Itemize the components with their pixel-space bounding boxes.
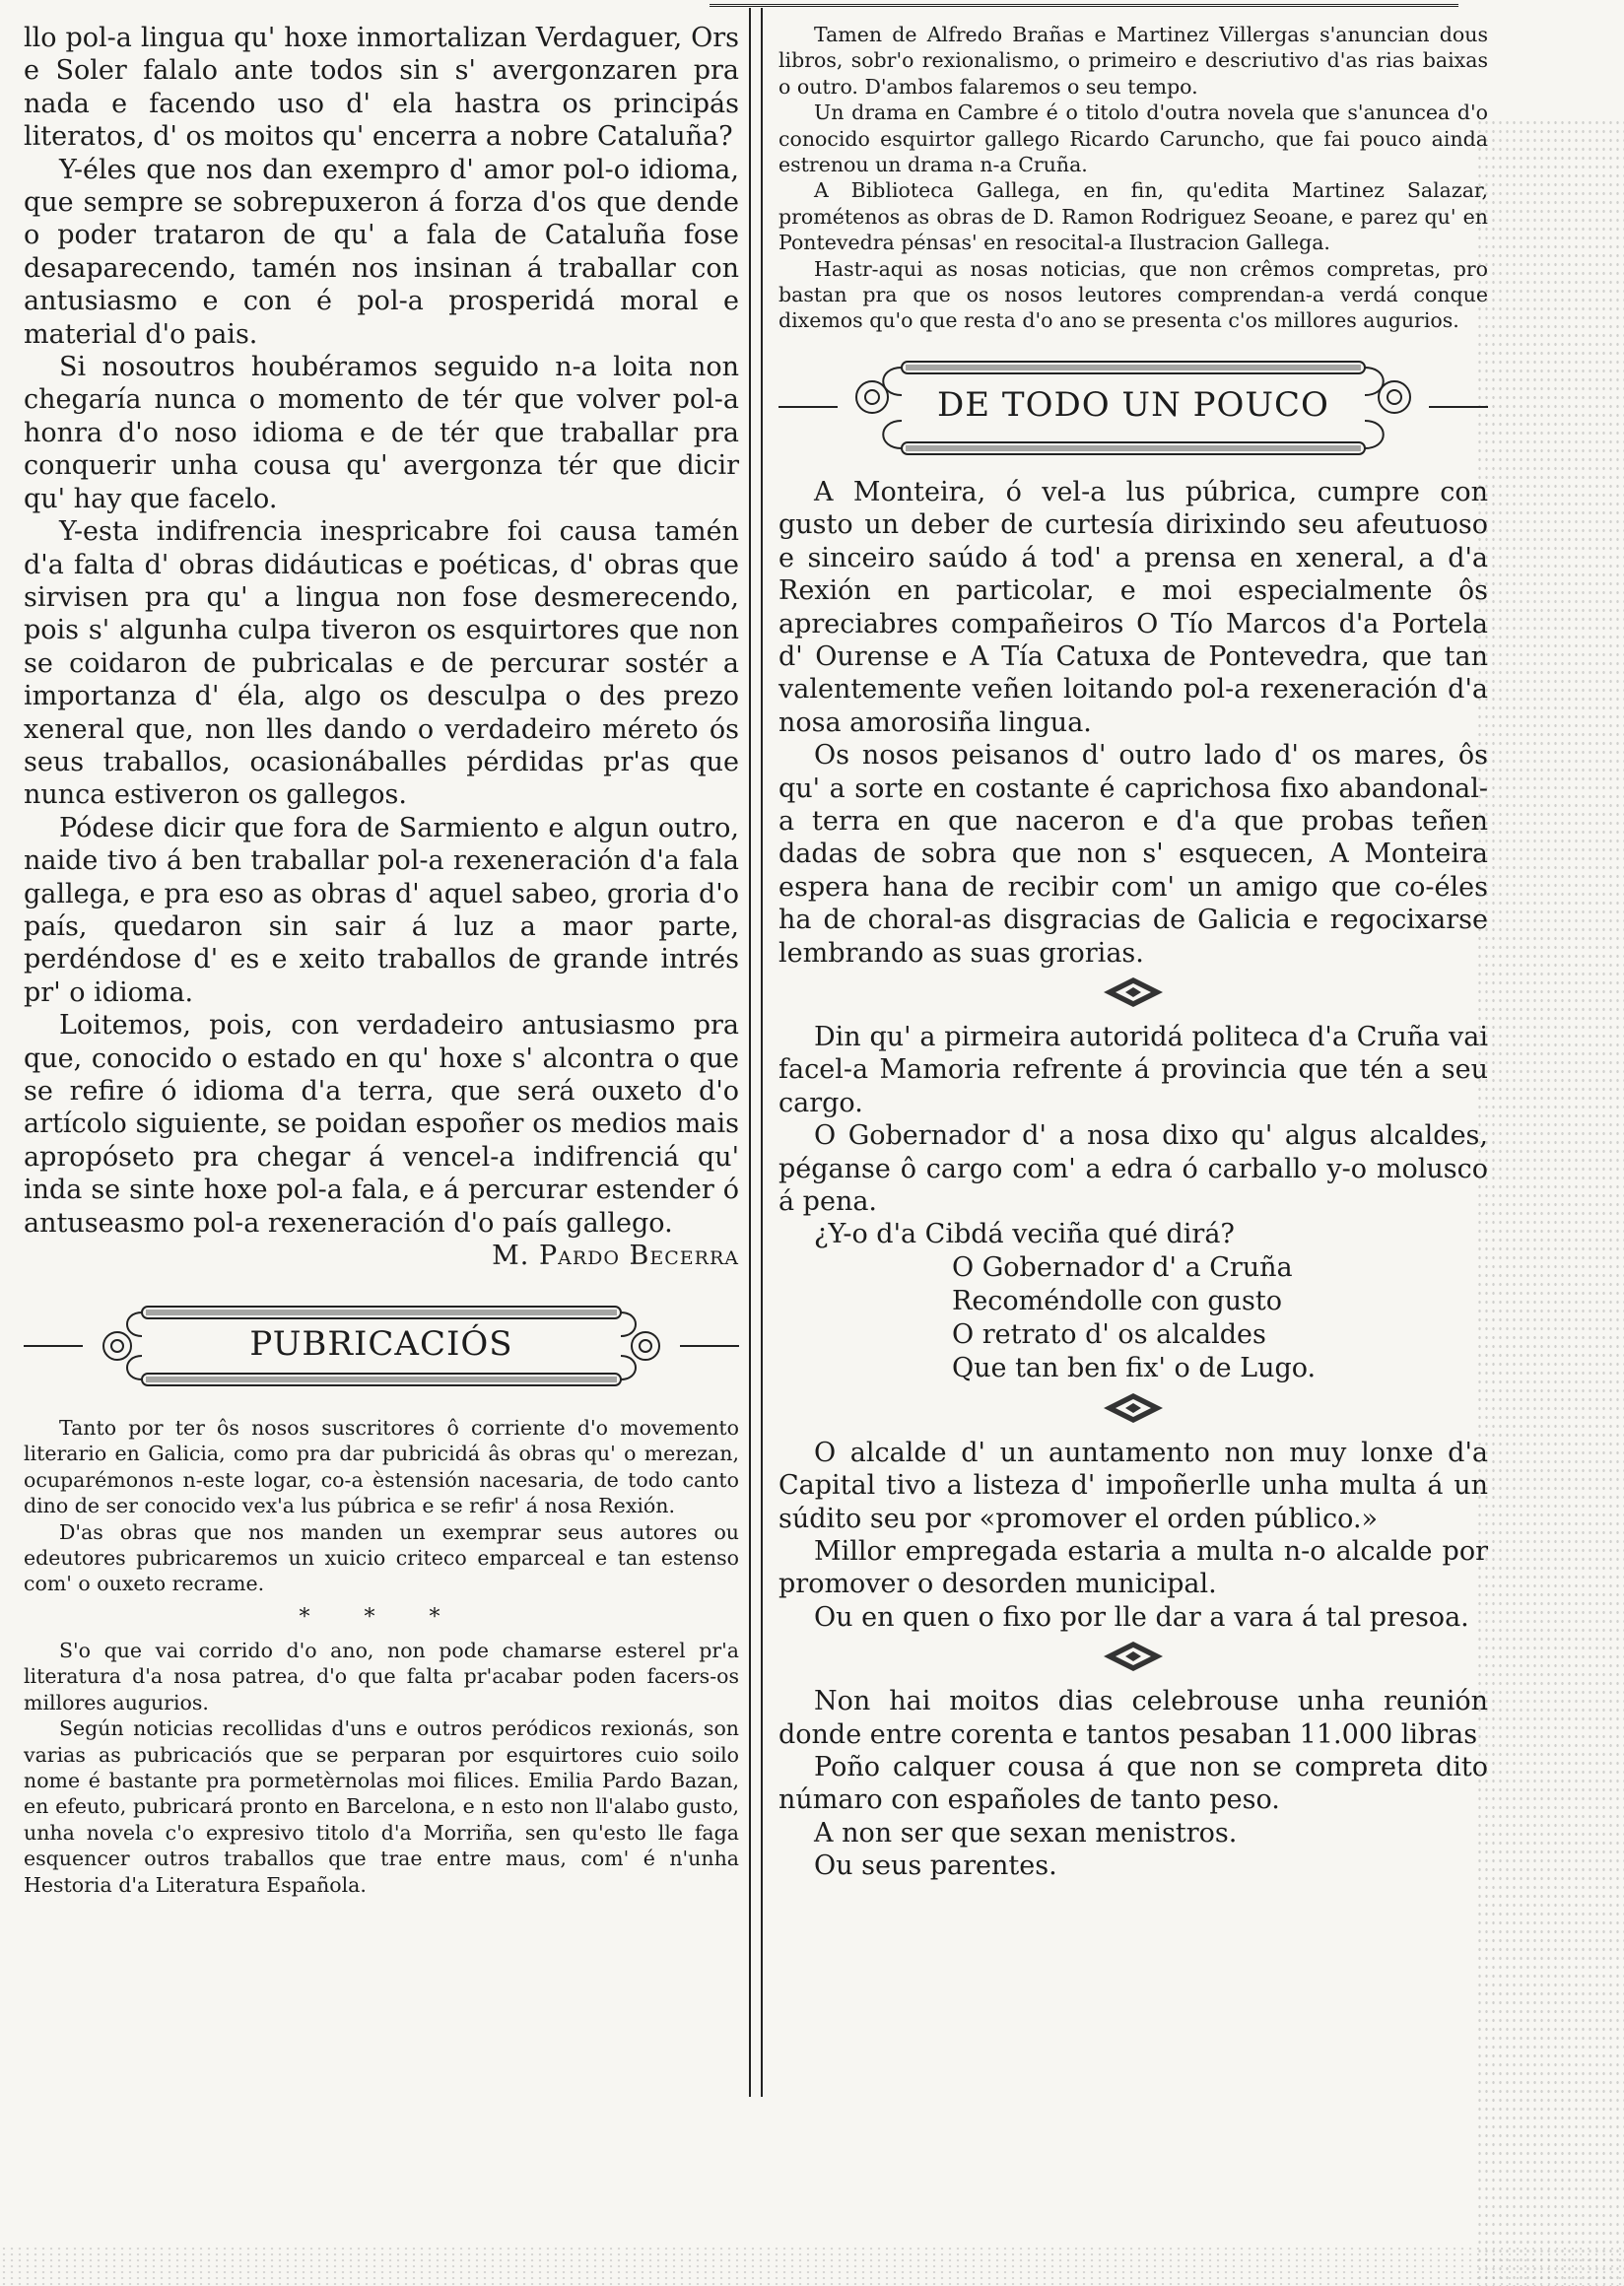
news-paragraph: Ou seus parentes. <box>814 1850 1057 1882</box>
column-divider <box>749 8 763 2097</box>
pub-paragraph: Un drama en Cambre é o titolo d'outra novela que s'anuncea d'o conocido esquirtor gallego Ricardo Caruncho, que fai pouco ainda estrenou un drama n-a Cruña. <box>778 101 1488 177</box>
article-paragraph: Y-esta indifrencia inespricabre foi causa tamén d'a falta d' obras didáuticas e poéticas, d' obras que sirvisen pra qu' a lingua non fose desmerecendo, pois s' algunha culpa tiveron os esquirtores que non se coidaron de pubricalas e de percurar sostér a importanza d' éla, algo os desculpa o des prezo xeneral que, non lles dando o verdadeiro méreto ós seus traballos, ocasionáballes pérdidas pr'as que nunca estiveron os gallegos. <box>24 516 739 811</box>
verse-line: O retrato d' os alcaldes <box>952 1318 1266 1350</box>
verse-line: Recoméndolle con gusto <box>952 1285 1283 1316</box>
section-header-pubricacios <box>24 1287 739 1405</box>
section-title: DE TODO UN POUCO <box>937 384 1329 425</box>
news-paragraph: Ou en quen o fixo por lle dar a vara á tal presoa. <box>814 1601 1469 1633</box>
verse-line: O Gobernador d' a Cruña <box>952 1251 1293 1283</box>
news-paragraph: O alcalde d' un auntamento non muy lonxe d'a Capital tivo a listeza d' impoñerlle unha multa á un súdito seu por «promover el orden público.» <box>778 1437 1488 1534</box>
verse-line: Que tan ben fix' o de Lugo. <box>952 1352 1317 1383</box>
pub-paragraph: D'as obras que nos manden un exemprar seus autores ou edeutores pubricaremos un xuicio criteco emparceal e tan estenso com' o ouxeto recrame. <box>24 1519 739 1596</box>
pub-paragraph: Hastr-aqui as nosas noticias, que non crêmos compretas, pro bastan pra que os nosos leutores comprendan-a verdá conque dixemos qu'o que resta d'o ano se presenta c'os millores augurios. <box>778 256 1488 333</box>
news-paragraph: Non hai moitos dias celebrouse unha reunión donde entre corenta e tantos pesaban 11.000 libras <box>778 1686 1488 1750</box>
diamond-ornament-icon <box>778 977 1488 1011</box>
signature-text: M. Pardo Becerra <box>492 1241 739 1272</box>
article-signature <box>24 1240 739 1273</box>
pub-paragraph: Tamen de Alfredo Brañas e Martinez Villergas s'anuncian dous libros, sobr'o rexionalismo, o primeiro e descriutivo d'as rias baixas o outro. D'ambos falaremos o seu tempo. <box>778 23 1488 99</box>
pub-paragraph: Tanto por ter ôs nosos suscritores ô corriente d'o movemento literario en Galicia, como pra dar pubricidá âs obras qu' o merezan, ocuparémonos n-este logar, co-a èstensión nacesaria, de todo canto dino de ser conocido vex'a lus púbrica e se refir' á nosa Rexión. <box>24 1416 739 1518</box>
section-title: PUBRICACIÓS <box>249 1324 513 1365</box>
news-paragraph: O Gobernador d' a nosa dixo qu' algus alcaldes, péganse ô cargo com' a edra ó carballo y-o molusco á pena. <box>778 1120 1488 1217</box>
article-paragraph: llo pol-a lingua qu' hoxe inmortalizan Verdaguer, Ors e Soler falalo ante todos sin s' avergonzaren pra nada e facendo uso d' ela hastra os principás literatos, d' os moitos qu' encerra a nobre Cataluña? <box>24 23 739 153</box>
diamond-ornament-icon <box>778 1393 1488 1427</box>
top-rule <box>710 4 1458 7</box>
verse-block <box>778 1251 1488 1385</box>
news-paragraph: Poño calquer cousa á que non se compreta dito númaro con españoles de tanto peso. <box>778 1752 1488 1816</box>
news-paragraph: Din qu' a pirmeira autoridá politeca d'a Cruña vai facel-a Mamoria refrente á provincia que tén a seu cargo. <box>778 1021 1488 1118</box>
news-paragraph: Os nosos peisanos d' outro lado d' os mares, ôs qu' a sorte en costante é caprichosa fixo abandonal-a terra en que naceron e d'a que probas teñen dadas de sobra que non s' esquecen, A Monteira espera hana de recibir com' un amigo que co-éles ha de choral-as disgracias de Galicia e regocixarse lembrando as suas grorias. <box>778 740 1488 969</box>
pub-paragraph: S'o que vai corrido d'o ano, non pode chamarse esterel pr'a literatura d'a nosa patrea, d'o que falta pr'acabar poden facers-os millores augurios. <box>24 1638 739 1714</box>
news-paragraph: ¿Y-o d'a Cibdá veciña qué dirá? <box>814 1219 1235 1250</box>
left-column <box>24 22 739 1898</box>
article-paragraph: Y-éles que nos dan exempro d' amor pol-o idioma, que sempre se sobrepuxeron á forza d'os que dende o poder trataron de qu' a fala de Cataluña fose desaparecendo, tamén nos insinan á traballar con antusiasmo e con é pol-a prosperidá moral e material d'o pais. <box>24 154 739 350</box>
article-paragraph: Si nosoutros houbéramos seguido n-a loita non chegaría nunca o momento de tér que volver pol-a honra d'o noso idioma e de tér que traballar pra conquerir unha cousa qu' avergonza tér que dicir qu' hay que facelo. <box>24 352 739 514</box>
article-paragraph: Loitemos, pois, con verdadeiro antusiasmo pra que, conocido o estado en qu' hoxe s' alcontra o que se refire ó idioma d'a terra, que será ouxeto d'o artícolo siguiente, se poidan espoñer os medios mais apropóseto pra chegar á vencel-a indifrenciá qu' inda se sinte hoxe pol-a fala, e á percurar estender ó antuseasmo pol-a rexeneración d'o país gallego. <box>24 1010 739 1239</box>
scan-noise-bottom <box>0 2246 1624 2285</box>
scan-noise-right <box>1476 118 1624 2286</box>
section-stars: * * * <box>299 1604 464 1630</box>
pub-paragraph: Según noticias recollidas d'uns e outros peródicos rexionás, son varias as pubricaciós que se perparan por esquirtores cuio soilo nome é bastante pra pormetèrnolas moi filices. Emilia Pardo Bazan, en efeuto, pubricará pronto en Barcelona, e n esto non ll'alabo gusto, unha novela c'o expresivo titolo d'a Morriña, sen qu'esto lle faga esquencer outros traballos que trae entre maus, com' é n'unha Hestoria d'a Literatura Española. <box>24 1716 739 1897</box>
news-paragraph: A Monteira, ó vel-a lus púbrica, cumpre con gusto un deber de curtesía dirixindo seu afeutuoso e sinceiro saúdo á tod' a prensa en xeneral, a d'a Rexión en particolar, e moi especialmente ôs apreciabres compañeiros O Tío Marcos d'a Portela d' Ourense e A Tía Catuxa de Pontevedra, que tan valentemente veñen loitando pol-a rexeneración d'a nosa amorosiña lingua. <box>778 476 1488 738</box>
pub-paragraph: A Biblioteca Gallega, en fin, qu'edita Martinez Salazar, prométenos as obras de D. Ramon Rodriguez Seoane, e parez qu' en Pontevedra pénsas' en resocital-a Ilustracion Gallega. <box>778 178 1488 255</box>
right-column <box>778 22 1488 1883</box>
section-header-de-todo-un-pouco <box>778 348 1488 466</box>
diamond-ornament-icon <box>778 1642 1488 1675</box>
news-paragraph: Millor empregada estaria a multa n-o alcalde por promover o desorden municipal. <box>778 1536 1488 1600</box>
news-paragraph: A non ser que sexan menistros. <box>814 1817 1238 1849</box>
article-paragraph: Pódese dicir que fora de Sarmiento e algun outro, naide tivo á ben traballar pol-a rexeneración d'a fala gallega, e pra eso as obras d' aquel sabeo, groria d'o país, quedaron sin sair á luz a maor parte, perdéndose d' es e xeito traballos de grande intrés pr' o idioma. <box>24 812 739 1008</box>
